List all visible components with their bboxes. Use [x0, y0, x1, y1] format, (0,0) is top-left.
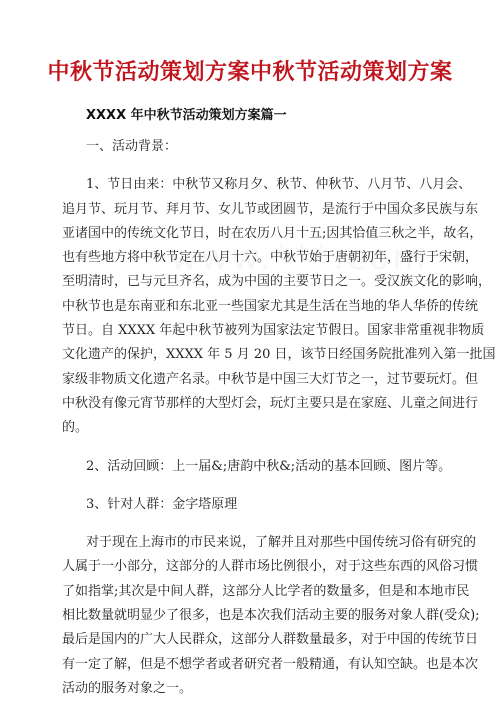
audience-heading: 3、针对人群：金字塔原理: [86, 496, 238, 512]
paragraph-line: 中秋没有像元宵节那样的大型灯会，玩灯主要只是在家庭、儿童之间进行: [62, 395, 479, 411]
paragraph-line: 至明清时，已与元旦齐名，成为中国的主要节日之一。受汉族文化的影响，: [62, 274, 492, 290]
paragraph-line: 节日。自 XXXX 年起中秋节被列为国家法定节假日。国家非常重视非物质: [62, 323, 485, 339]
paragraph-line: 对于现在上海市的市民来说，了解并且对那些中国传统习俗有研究的: [86, 535, 477, 551]
paragraph-line: 相比数量就明显少了很多，也是本次我们活动主要的服务对象人群(受众);: [62, 608, 480, 624]
paragraph-line: 也有些地方将中秋节定在八月十六。中秋节始于唐朝初年，盛行于宋朝，: [62, 250, 479, 266]
background-heading: 一、活动背景：: [86, 139, 178, 154]
spacer: [62, 479, 446, 493]
spacer: [62, 517, 446, 531]
paragraph-line: 的。: [62, 420, 89, 436]
paragraph-line: 中秋节也是东南亚和东北亚一些国家尤其是生活在当地的华人华侨的传统: [62, 298, 479, 314]
spacer: [62, 441, 446, 455]
paragraph-line: 1、节日由来：中秋节又称月夕、秋节、仲秋节、八月节、八月会、: [86, 177, 472, 193]
paragraph-line: 最后是国内的广大人民群众，这部分人群数量最多，对于中国的传统节日: [62, 632, 479, 648]
origin-paragraph: [62, 173, 496, 440]
paragraph-line: 文化遗产的保护，XXXX 年 5 月 20 日，该节日经国务院批准列入第一批国: [62, 347, 496, 363]
section-subtitle: XXXX 年中秋节活动策划方案篇一: [86, 108, 287, 123]
paragraph-line: 家级非物质文化遗产名录。中秋节是中国三大灯节之一，过节要玩灯。但: [62, 371, 479, 387]
paragraph-line: 了如指掌;其次是中间人群，这部分人比学者的数量多，但是和本地市民: [62, 583, 470, 599]
paragraph-line: 亚诸国中的传统文化节日，时在农历八月十五;因其恰值三秋之半，故名，: [62, 225, 483, 241]
audience-paragraph: [62, 531, 480, 701]
paragraph-line: 活动的服务对象之一。: [62, 680, 193, 696]
document-body: [62, 135, 496, 701]
paragraph-line: 有一定了解，但是不想学者或者研究者一般精通，有认知空缺。也是本次: [62, 656, 479, 672]
spacer: [62, 159, 446, 173]
page-title: 中秋节活动策划方案中秋节活动策划方案: [47, 60, 453, 85]
paragraph-line: 人属于一小部分，这部分的人群市场比例很小，对于这些东西的风俗习惯: [62, 559, 479, 575]
paragraph-line: 追月节、玩月节、拜月节、女儿节或团圆节，是流行于中国众多民族与东: [62, 201, 479, 217]
review-line: 2、活动回顾：上一届&;唐韵中秋&;活动的基本回顾、图片等。: [86, 458, 452, 474]
